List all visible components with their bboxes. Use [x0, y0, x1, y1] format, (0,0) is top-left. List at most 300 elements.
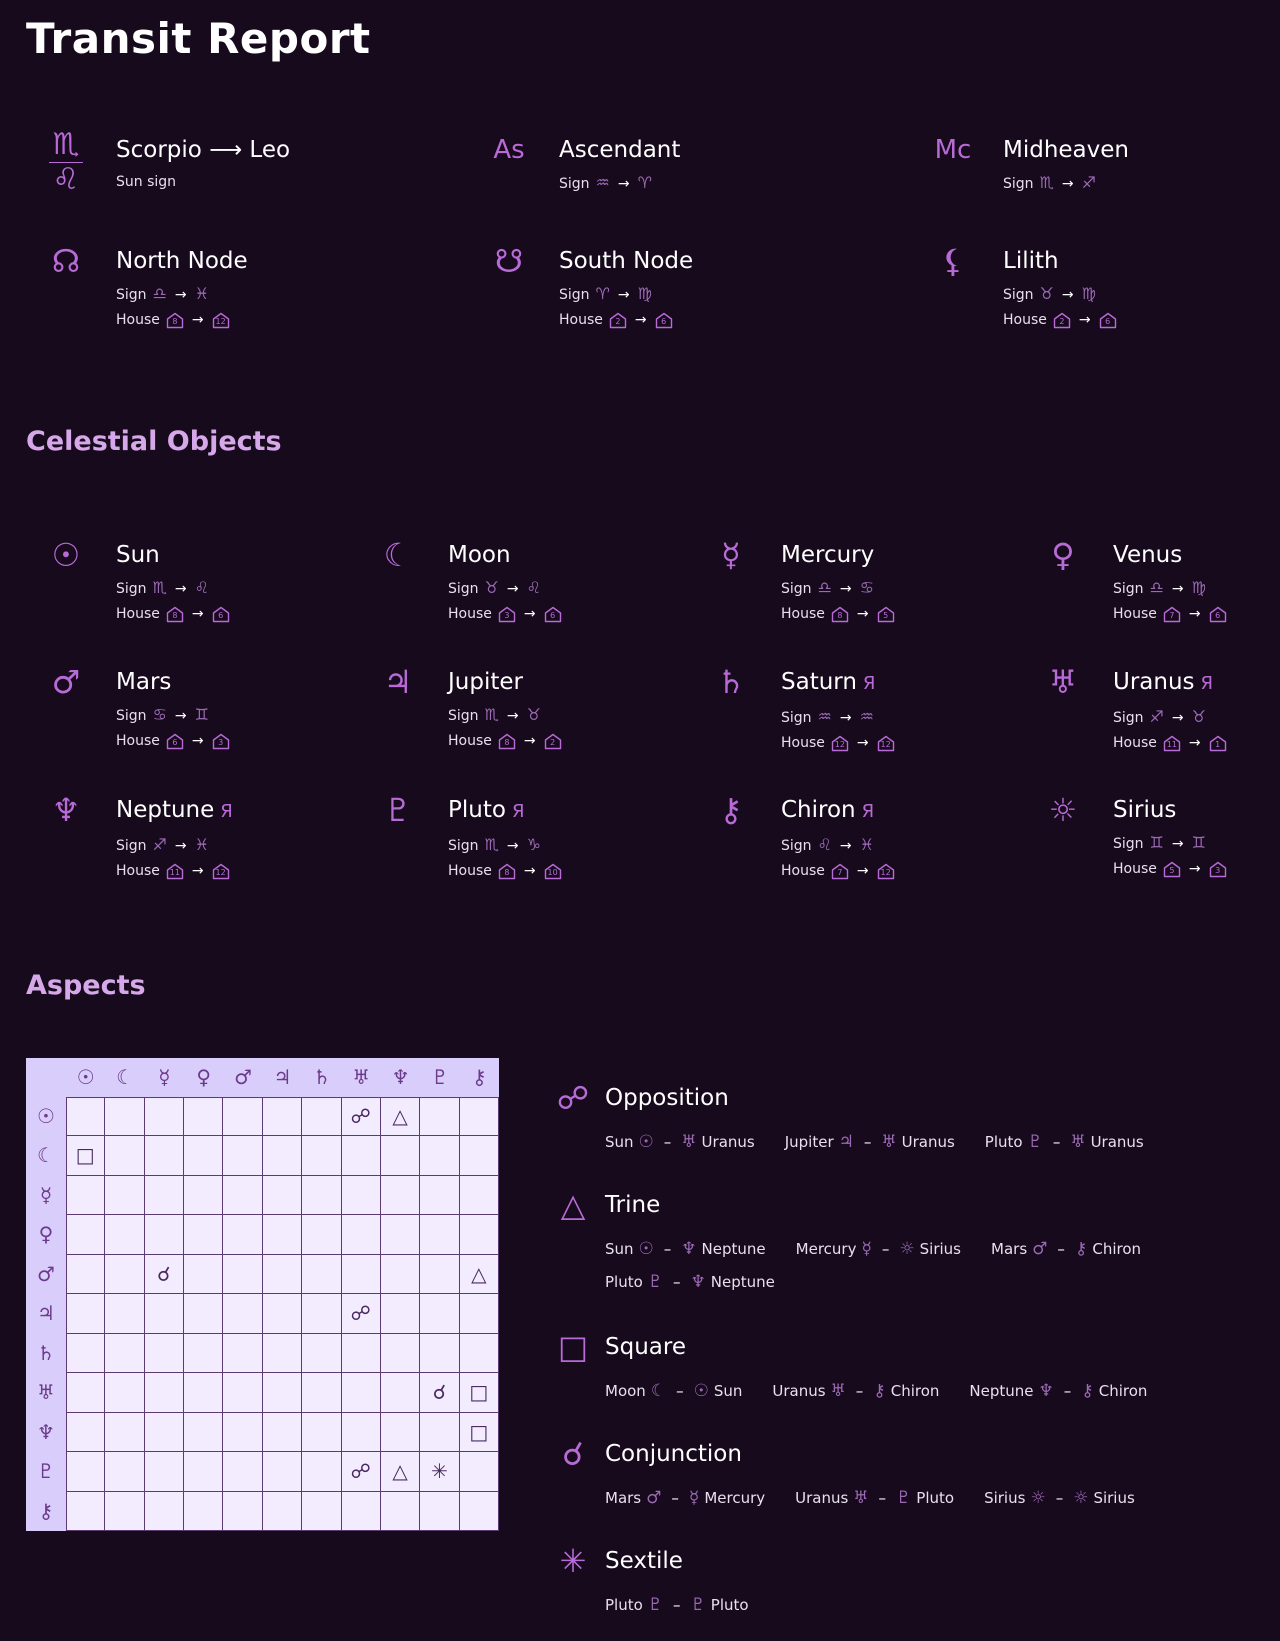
grid-row-header-icon: ♅	[37, 1380, 55, 1405]
sign-to-icon: ♉	[526, 705, 541, 724]
overview-title: Midheaven	[1003, 137, 1129, 163]
grid-col-header-icon: ☾	[116, 1065, 134, 1089]
grid-cell	[302, 1452, 341, 1491]
house-from-icon: 3	[498, 606, 516, 623]
sign-row: Sign ♉ → ♌	[448, 578, 541, 597]
grid-cell	[302, 1215, 341, 1254]
sign-to-icon: ♐	[1081, 173, 1096, 192]
opposition-icon: ☍	[556, 1079, 590, 1117]
house-from-icon: 8	[498, 863, 516, 880]
overview-title: Scorpio ⟶ Leo	[116, 137, 291, 163]
sign-row: Sign ♋ → ♊	[116, 705, 209, 724]
grid-cell	[223, 1136, 262, 1175]
retrograde-icon: Я	[1200, 673, 1214, 694]
grid-cell	[184, 1255, 223, 1294]
aspect-pair: Jupiter ♃ – ♅ Uranus	[784, 1132, 955, 1152]
house-row: House 12 → 12	[781, 731, 901, 756]
grid-cell	[302, 1176, 341, 1215]
grid-cell	[420, 1334, 459, 1373]
object-name: Mercury	[781, 542, 875, 568]
grid-cell	[105, 1176, 144, 1215]
grid-cell	[460, 1176, 499, 1215]
grid-col-header-icon: ♇	[430, 1065, 449, 1089]
planet-b-icon: ☼	[1073, 1488, 1089, 1508]
grid-cell	[342, 1136, 381, 1175]
grid-cell[interactable]: △	[381, 1097, 420, 1136]
house-row: House 8 → 2	[448, 729, 568, 754]
grid-cell	[381, 1492, 420, 1531]
house-row: House 8 → 6	[116, 602, 236, 627]
aspect-pair: Uranus ♅ – ♇ Pluto	[795, 1488, 955, 1508]
sign-from-icon: ♏	[484, 705, 499, 724]
neptune-icon: ♆	[51, 791, 81, 829]
grid-col-header-icon: ⚷	[471, 1065, 487, 1089]
grid-cell[interactable]: □	[460, 1413, 499, 1452]
object-name: Mars	[116, 669, 172, 695]
chiron-icon: ⚷	[719, 791, 743, 829]
sign-row: Sign ♎ → ♓	[116, 284, 209, 303]
house-from-icon: 7	[831, 863, 849, 880]
grid-cell	[302, 1373, 341, 1412]
saturn-icon: ♄	[716, 663, 746, 701]
page-title: Transit Report	[26, 14, 371, 63]
sign-to-icon: ♌	[526, 578, 541, 597]
object-name: Jupiter	[448, 669, 523, 695]
grid-cell[interactable]: ☌	[420, 1373, 459, 1412]
house-row: House 7 → 12	[781, 859, 901, 884]
grid-row-header-icon: ♆	[37, 1419, 55, 1444]
grid-cell	[223, 1215, 262, 1254]
planet-b-icon: ☿	[688, 1488, 700, 1508]
aspect-pair: Pluto ♇ – ♅ Uranus	[984, 1132, 1144, 1152]
grid-cell	[263, 1373, 302, 1412]
grid-row-header-icon: ☿	[39, 1182, 53, 1207]
house-from-icon: 8	[166, 312, 184, 329]
grid-cell	[105, 1294, 144, 1333]
planet-b-icon: ♇	[896, 1488, 912, 1508]
sign-from-icon: ♏	[1039, 173, 1054, 192]
sign-row: Sign ♒ → ♈	[559, 173, 652, 192]
grid-cell	[145, 1097, 184, 1136]
grid-cell	[381, 1413, 420, 1452]
object-name: Venus	[1113, 542, 1183, 568]
grid-cell[interactable]: ✳	[420, 1452, 459, 1491]
grid-cell	[105, 1452, 144, 1491]
grid-cell	[420, 1294, 459, 1333]
grid-col-header-icon: ♂	[234, 1065, 253, 1089]
grid-cell	[105, 1255, 144, 1294]
sign-from-icon: ♉	[1039, 284, 1054, 303]
aspect-pair: Pluto ♇ – ♇ Pluto	[605, 1595, 749, 1615]
mercury-icon: ☿	[721, 536, 741, 574]
house-row: House 8 → 12	[116, 308, 248, 333]
sign-to-icon: ♌	[194, 578, 209, 597]
grid-cell	[460, 1334, 499, 1373]
sign-row: Sign ♏ → ♌	[116, 578, 209, 597]
sign-row: Sign ♐ → ♓	[116, 835, 209, 854]
sign-from-icon: ♋	[152, 705, 167, 724]
grid-cell	[381, 1255, 420, 1294]
overview-title: Ascendant	[559, 137, 681, 163]
object-name: Uranus	[1113, 669, 1195, 695]
grid-cell	[145, 1215, 184, 1254]
grid-cell	[460, 1294, 499, 1333]
grid-cell	[223, 1097, 262, 1136]
square-icon: □	[557, 1328, 589, 1366]
overview-title: North Node	[116, 248, 248, 274]
grid-cell	[184, 1373, 223, 1412]
sign-row: Sign ♌ → ♓	[781, 835, 874, 854]
grid-cell[interactable]: □	[460, 1373, 499, 1412]
aspect-pair: Sun ☉ – ♆ Neptune	[605, 1239, 766, 1259]
object-name: Moon	[448, 542, 511, 568]
grid-cell	[223, 1176, 262, 1215]
sign-to-icon: ♍	[1191, 578, 1206, 597]
grid-cell	[381, 1215, 420, 1254]
house-from-icon: 12	[831, 735, 849, 752]
grid-cell	[145, 1492, 184, 1531]
grid-row-header-icon: ☉	[37, 1104, 55, 1128]
sign-to-icon: ♓	[859, 835, 874, 854]
overview-title: South Node	[559, 248, 694, 274]
house-to-icon: 5	[877, 606, 895, 623]
planet-a-icon: ☼	[1030, 1488, 1046, 1508]
grid-cell	[420, 1255, 459, 1294]
sign-row: Sign ♒ → ♒	[781, 707, 874, 726]
grid-cell	[223, 1255, 262, 1294]
lilith-icon: ⚸	[941, 242, 965, 280]
sign-row: Sign ♈ → ♍	[559, 284, 652, 303]
grid-cell	[184, 1334, 223, 1373]
grid-cell[interactable]: ☍	[342, 1097, 381, 1136]
planet-a-icon: ☾	[650, 1381, 667, 1401]
grid-cell	[223, 1492, 262, 1531]
grid-cell	[145, 1452, 184, 1491]
sign-to-icon: ♍	[637, 284, 652, 303]
grid-cell	[381, 1334, 420, 1373]
grid-cell	[223, 1334, 262, 1373]
grid-cell	[184, 1215, 223, 1254]
grid-cell	[381, 1294, 420, 1333]
grid-cell	[66, 1255, 105, 1294]
house-to-icon: 6	[655, 312, 673, 329]
object-name: Sirius	[1113, 797, 1177, 823]
sign-to-icon: ♈	[637, 173, 652, 192]
grid-cell[interactable]: ☍	[342, 1452, 381, 1491]
grid-cell	[420, 1215, 459, 1254]
house-from-icon: 6	[166, 733, 184, 750]
grid-col-header-icon: ☉	[76, 1065, 95, 1089]
planet-b-icon: ♅	[681, 1132, 697, 1152]
planet-a-icon: ♆	[1038, 1381, 1054, 1401]
grid-cell	[66, 1097, 105, 1136]
grid-cell	[342, 1334, 381, 1373]
aspect-title: Sextile	[605, 1548, 683, 1574]
aspect-pair: Neptune ♆ – ⚷ Chiron	[969, 1381, 1148, 1401]
sign-row: Sign ♐ → ♉	[1113, 707, 1206, 726]
planet-a-icon: ♇	[1027, 1132, 1043, 1152]
grid-cell	[420, 1097, 459, 1136]
grid-cell	[145, 1413, 184, 1452]
grid-row-header-icon: ♇	[37, 1459, 55, 1484]
house-from-icon: 11	[1163, 735, 1181, 752]
house-to-icon: 12	[877, 735, 895, 752]
grid-cell	[302, 1255, 341, 1294]
house-to-icon: 3	[1209, 861, 1227, 878]
house-from-icon: 11	[166, 863, 184, 880]
house-to-icon: 6	[212, 606, 230, 623]
planet-b-icon: ⚷	[1074, 1239, 1088, 1259]
jupiter-icon: ♃	[383, 663, 413, 701]
sign-to-icon: ♊	[194, 705, 209, 724]
aspect-pair: Sirius ☼ – ☼ Sirius	[984, 1488, 1135, 1508]
sirius-icon: ☼	[1048, 791, 1078, 829]
sign-to-icon: ♉	[1191, 707, 1206, 726]
grid-cell	[223, 1294, 262, 1333]
grid-cell	[342, 1176, 381, 1215]
sign-row: Sign ♉ → ♍	[1003, 284, 1096, 303]
grid-cell	[302, 1492, 341, 1531]
sign-from-icon: ♈	[595, 284, 610, 303]
grid-cell	[342, 1492, 381, 1531]
grid-cell	[342, 1373, 381, 1412]
house-row: House 5 → 3	[1113, 857, 1233, 882]
grid-cell	[263, 1176, 302, 1215]
grid-cell	[66, 1176, 105, 1215]
aspect-pair: Pluto ♇ – ♆ Neptune	[605, 1272, 775, 1292]
house-to-icon: 12	[877, 863, 895, 880]
grid-cell	[302, 1334, 341, 1373]
sign-from-icon: ♏	[152, 578, 167, 597]
aspect-grid-body	[66, 1097, 499, 1531]
sign-to-icon: ♑	[526, 835, 541, 854]
sign-to-icon: ♊	[1191, 833, 1206, 852]
aspects-title: Aspects	[26, 970, 146, 1001]
moon-icon: ☾	[383, 536, 413, 574]
south-node-icon: ☋	[494, 242, 524, 280]
house-row: House 2 → 6	[1003, 308, 1123, 333]
planet-b-icon: ♅	[1070, 1132, 1086, 1152]
aspect-grid	[26, 1058, 499, 1531]
house-from-icon: 2	[1053, 312, 1071, 329]
planet-b-icon: ⚷	[1081, 1381, 1094, 1401]
aspect-pair: Mars ♂ – ☿ Mercury	[605, 1488, 766, 1508]
grid-cell	[302, 1136, 341, 1175]
grid-row-header-icon: ☾	[37, 1143, 55, 1168]
sign-row: Sign ♊ → ♊	[1113, 833, 1206, 852]
sign-from-icon: ♒	[595, 173, 610, 192]
grid-cell	[145, 1373, 184, 1412]
planet-a-icon: ♅	[853, 1488, 869, 1508]
grid-cell	[184, 1413, 223, 1452]
grid-cell	[105, 1373, 144, 1412]
sign-from-icon: ♌	[817, 835, 832, 854]
sign-to-icon: ♓	[194, 284, 209, 303]
sign-row: Sign ♏ → ♐	[1003, 173, 1096, 192]
sign-to-icon: ♍	[1081, 284, 1096, 303]
sign-row: Sign ♎ → ♍	[1113, 578, 1206, 597]
grid-row-header-icon: ♂	[37, 1261, 55, 1286]
house-from-icon: 8	[498, 733, 516, 750]
grid-cell	[263, 1255, 302, 1294]
grid-cell	[263, 1215, 302, 1254]
grid-cell	[342, 1255, 381, 1294]
grid-cell	[223, 1452, 262, 1491]
house-to-icon: 1	[1209, 735, 1227, 752]
grid-cell	[263, 1097, 302, 1136]
midheaven-icon: Mc	[934, 135, 972, 165]
grid-cell	[223, 1373, 262, 1412]
grid-cell	[263, 1136, 302, 1175]
grid-cell	[145, 1176, 184, 1215]
grid-cell	[66, 1294, 105, 1333]
grid-cell[interactable]: △	[381, 1452, 420, 1491]
grid-cell	[302, 1097, 341, 1136]
house-to-icon: 12	[212, 863, 230, 880]
grid-cell[interactable]: ☍	[342, 1294, 381, 1333]
planet-b-icon: ☼	[899, 1239, 915, 1259]
grid-cell	[263, 1492, 302, 1531]
planet-b-icon: ♇	[690, 1595, 706, 1615]
sign-from-icon: ♏	[484, 835, 499, 854]
grid-col-header-icon: ☿	[158, 1065, 171, 1089]
retrograde-icon: Я	[862, 673, 876, 694]
house-row: House 11 → 12	[116, 859, 236, 884]
grid-row-header-icon: ♀	[38, 1222, 54, 1247]
grid-cell	[420, 1176, 459, 1215]
grid-cell	[105, 1492, 144, 1531]
grid-cell	[184, 1452, 223, 1491]
house-row: House 7 → 6	[1113, 602, 1233, 627]
grid-cell	[105, 1413, 144, 1452]
grid-cell[interactable]: △	[460, 1255, 499, 1294]
sign-from-icon: ♒	[817, 707, 832, 726]
planet-a-icon: ♃	[838, 1132, 854, 1152]
object-name: Chiron	[781, 797, 856, 823]
grid-col-header-icon: ♃	[273, 1065, 292, 1089]
north-node-icon: ☊	[51, 242, 81, 280]
grid-cell	[460, 1492, 499, 1531]
planet-a-icon: ♂	[1032, 1239, 1048, 1259]
grid-cell	[66, 1452, 105, 1491]
grid-cell	[302, 1294, 341, 1333]
retrograde-icon: Я	[511, 801, 525, 822]
grid-cell[interactable]: □	[66, 1136, 105, 1175]
celestial-objects-title: Celestial Objects	[26, 426, 282, 457]
grid-cell	[263, 1413, 302, 1452]
grid-cell	[420, 1492, 459, 1531]
sun-icon: ☉	[51, 536, 81, 574]
sign-row: Sign ♏ → ♉	[448, 705, 541, 724]
sign-to-icon: ♋	[859, 578, 874, 597]
planet-a-icon: ☿	[861, 1239, 872, 1259]
grid-cell	[184, 1097, 223, 1136]
sign-from-icon: ♉	[484, 578, 499, 597]
grid-cell	[381, 1176, 420, 1215]
house-row: House 11 → 1	[1113, 731, 1233, 756]
grid-cell	[66, 1334, 105, 1373]
mars-icon: ♂	[51, 663, 81, 701]
house-from-icon: 5	[1163, 861, 1181, 878]
planet-a-icon: ♂	[646, 1488, 662, 1508]
aspect-pair: Moon ☾ – ☉ Sun	[605, 1381, 743, 1401]
object-name: Pluto	[448, 797, 506, 823]
house-from-icon: 8	[831, 606, 849, 623]
object-name: Neptune	[116, 797, 215, 823]
conjunction-icon: ☌	[562, 1435, 584, 1473]
grid-cell	[105, 1136, 144, 1175]
grid-cell	[184, 1294, 223, 1333]
planet-b-icon: ☉	[693, 1381, 709, 1401]
grid-cell	[184, 1176, 223, 1215]
grid-cell	[381, 1373, 420, 1412]
grid-cell	[66, 1492, 105, 1531]
grid-cell	[145, 1136, 184, 1175]
planet-a-icon: ☉	[638, 1132, 654, 1152]
object-name: Saturn	[781, 669, 857, 695]
house-row: House 6 → 3	[116, 729, 236, 754]
grid-cell	[145, 1294, 184, 1333]
sign-to-icon: ♒	[859, 707, 874, 726]
house-row: House 3 → 6	[448, 602, 568, 627]
ascendant-icon: As	[493, 135, 525, 165]
house-to-icon: 6	[544, 606, 562, 623]
grid-cell	[263, 1452, 302, 1491]
retrograde-icon: Я	[861, 801, 875, 822]
aspect-pair: Sun ☉ – ♅ Uranus	[605, 1132, 755, 1152]
grid-cell	[302, 1413, 341, 1452]
grid-cell	[105, 1097, 144, 1136]
grid-cell	[184, 1136, 223, 1175]
grid-row-header-icon: ♃	[37, 1301, 55, 1326]
grid-cell	[263, 1334, 302, 1373]
grid-cell	[105, 1215, 144, 1254]
house-to-icon: 6	[1209, 606, 1227, 623]
grid-cell	[184, 1492, 223, 1531]
house-to-icon: 3	[212, 733, 230, 750]
grid-cell	[342, 1413, 381, 1452]
sign-from-icon: ♎	[152, 284, 167, 303]
planet-b-icon: ♆	[681, 1239, 697, 1259]
house-to-icon: 6	[1099, 312, 1117, 329]
pluto-icon: ♇	[383, 791, 413, 829]
grid-col-header-icon: ♄	[312, 1065, 331, 1089]
planet-b-icon: ♅	[881, 1132, 897, 1152]
grid-cell[interactable]: ☌	[145, 1255, 184, 1294]
house-row: House 8 → 10	[448, 859, 568, 884]
sign-row: Sign ♏ → ♑	[448, 835, 541, 854]
grid-row-header-icon: ⚷	[38, 1498, 54, 1523]
sign-from-icon: ♊	[1149, 833, 1164, 852]
sign-row: Sign ♎ → ♋	[781, 578, 874, 597]
grid-cell	[66, 1215, 105, 1254]
house-from-icon: 2	[609, 312, 627, 329]
overview-title: Lilith	[1003, 248, 1059, 274]
grid-col-header-icon: ♀	[196, 1065, 212, 1089]
object-name: Sun	[116, 542, 160, 568]
scorpio-leo-icon: ♏ ♌	[44, 130, 88, 195]
grid-cell	[342, 1215, 381, 1254]
house-from-icon: 8	[166, 606, 184, 623]
aspect-title: Opposition	[605, 1085, 729, 1111]
sign-to-icon: ♓	[194, 835, 209, 854]
sextile-icon: ✳	[559, 1542, 587, 1580]
house-row: House 8 → 5	[781, 602, 901, 627]
venus-icon: ♀	[1051, 536, 1075, 574]
grid-cell	[420, 1413, 459, 1452]
planet-b-icon: ♆	[690, 1272, 706, 1292]
house-from-icon: 7	[1163, 606, 1181, 623]
